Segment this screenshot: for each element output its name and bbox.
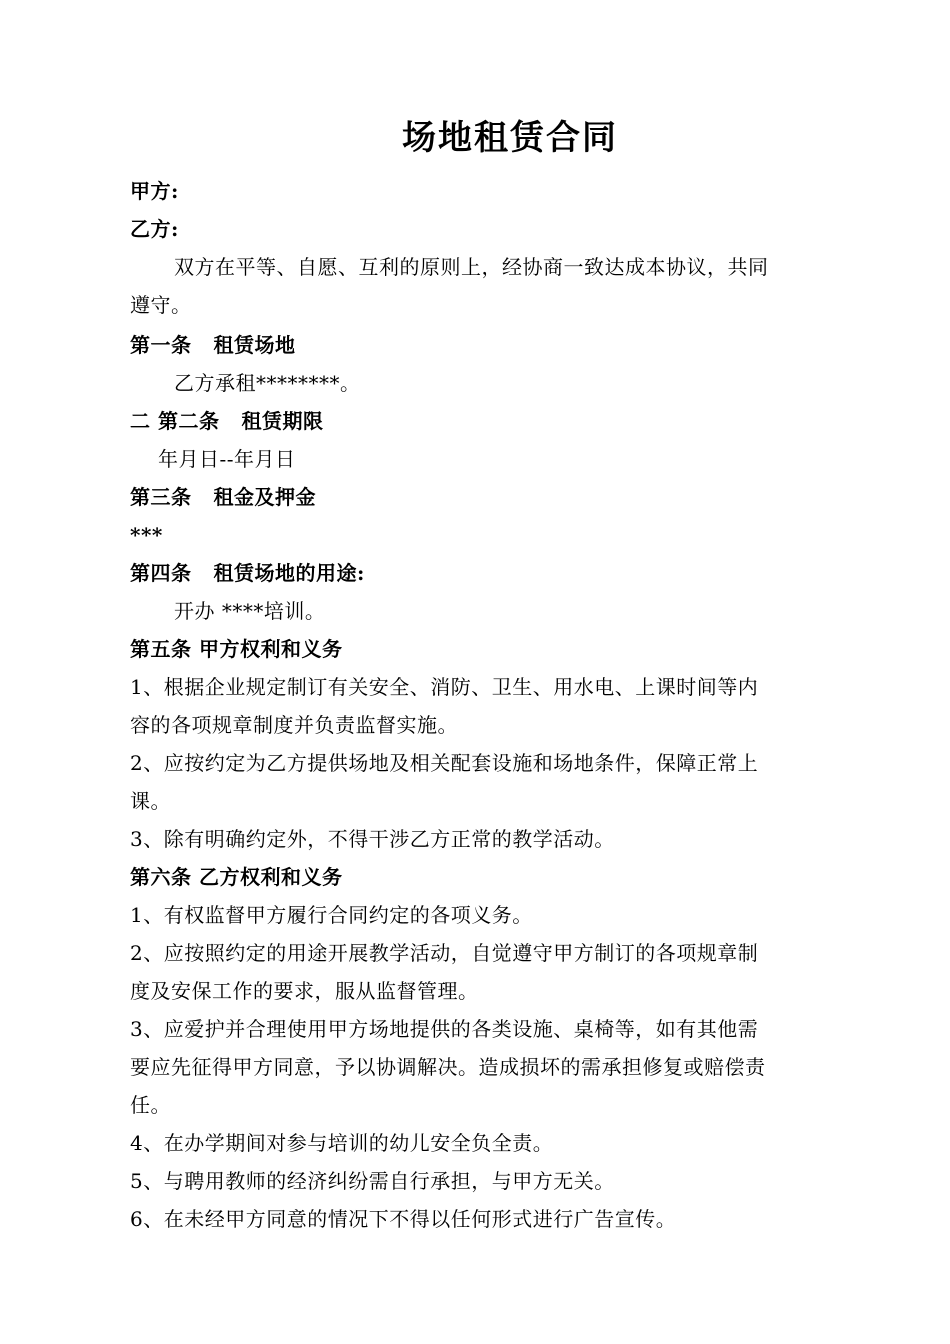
article-6-heading: 第六条 乙方权利和义务 (130, 865, 343, 889)
article-3-heading (130, 478, 830, 516)
article-6-line: 度及安保工作的要求，服从监督管理。 (130, 979, 479, 1003)
party-b-label: 乙方: (130, 217, 179, 241)
article-4-body: 开办 ****培训。 (174, 599, 326, 623)
article-3-number: 第三条 (130, 485, 192, 509)
article-6-line: 1、有权监督甲方履行合同约定的各项义务。 (130, 903, 533, 927)
article-5-line: 2、应按约定为乙方提供场地及相关配套设施和场地条件，保障正常上 (130, 751, 759, 775)
party-a-label: 甲方: (130, 179, 179, 203)
article-1-title: 租赁场地 (213, 333, 296, 357)
article-5-line: 课。 (130, 789, 171, 813)
article-6-line: 3、应爱护并合理使用甲方场地提供的各类设施、桌椅等，如有其他需 (130, 1017, 759, 1041)
article-3-title: 租金及押金 (213, 485, 316, 509)
article-2-heading (130, 402, 830, 440)
page-title: 场地租赁合同 (402, 118, 618, 158)
article-5-line: 3、除有明确约定外，不得干涉乙方正常的教学活动。 (130, 827, 615, 851)
preamble-line-1: 双方在平等、自愿、互利的原则上，经协商一致达成本协议，共同 (174, 255, 769, 279)
article-1-heading (130, 326, 830, 364)
preamble-line-2: 遵守。 (130, 293, 192, 317)
article-6-line: 4、在办学期间对参与培训的幼儿安全负全责。 (130, 1131, 554, 1155)
article-6-line: 要应先征得甲方同意，予以协调解决。造成损坏的需承担修复或赔偿责 (130, 1055, 766, 1079)
article-6-line: 2、应按照约定的用途开展教学活动，自觉遵守甲方制订的各项规章制 (130, 941, 759, 965)
article-6-line: 6、在未经甲方同意的情况下不得以任何形式进行广告宣传。 (130, 1207, 677, 1231)
article-2-number: 二 第二条 (130, 409, 220, 433)
article-5-line: 容的各项规章制度并负责监督实施。 (130, 713, 458, 737)
article-1-number: 第一条 (130, 333, 192, 357)
contract-body (130, 172, 830, 1238)
article-6-line: 5、与聘用教师的经济纠纷需自行承担，与甲方无关。 (130, 1169, 615, 1193)
article-4-heading (130, 554, 830, 592)
article-1-body: 乙方承租********。 (174, 371, 361, 395)
article-5-heading: 第五条 甲方权利和义务 (130, 637, 343, 661)
article-6-line: 任。 (130, 1093, 171, 1117)
article-3-body: *** (130, 523, 163, 547)
article-4-title: 租赁场地的用途: (213, 561, 365, 585)
article-4-number: 第四条 (130, 561, 192, 585)
article-2-body: 年月日--年月日 (158, 447, 296, 471)
article-5-line: 1、根据企业规定制订有关安全、消防、卫生、用水电、上课时间等内 (130, 675, 759, 699)
article-2-title: 租赁期限 (241, 409, 324, 433)
